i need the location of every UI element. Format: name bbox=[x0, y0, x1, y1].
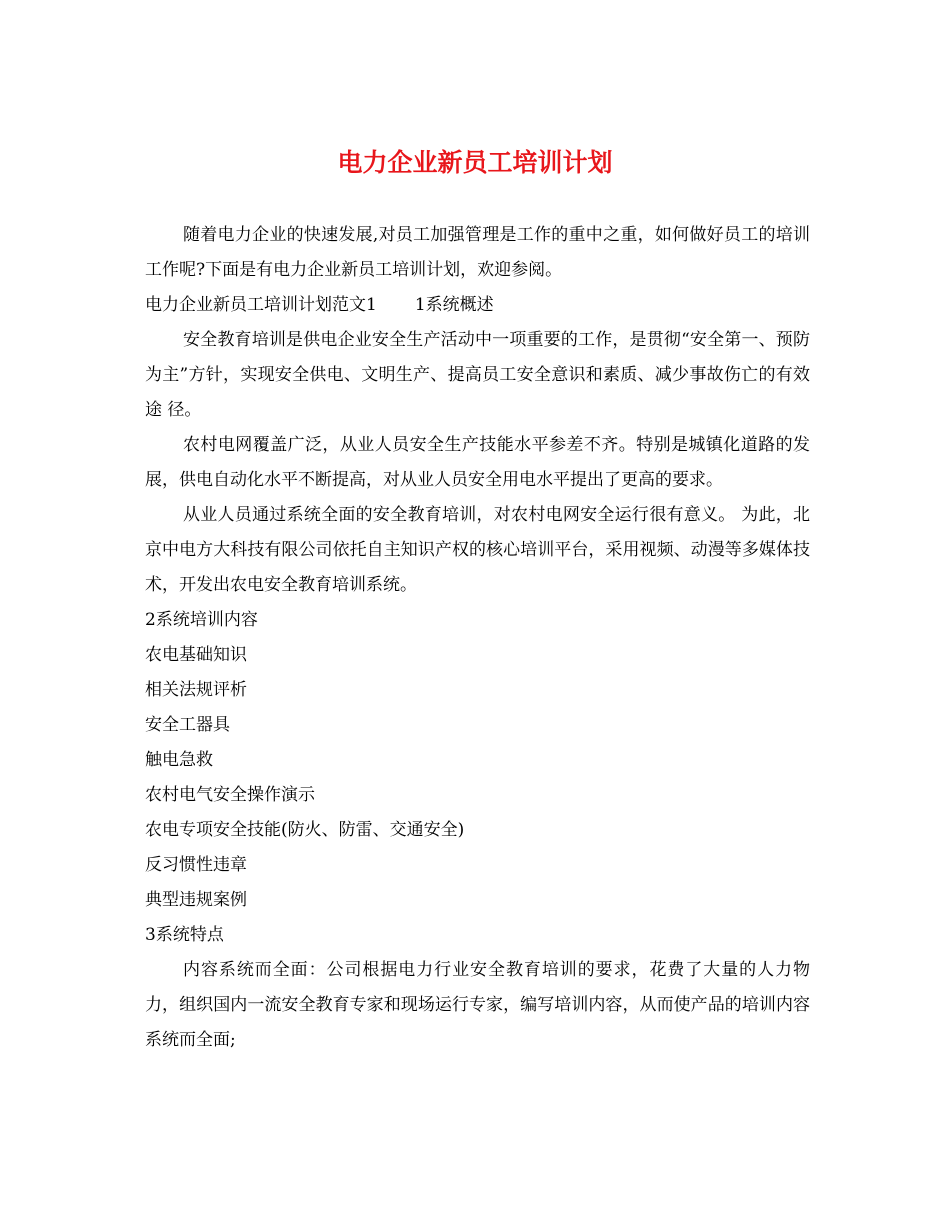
training-item: 触电急救 bbox=[145, 750, 213, 770]
document-body bbox=[145, 218, 810, 1058]
training-item: 典型违规案例 bbox=[145, 890, 247, 910]
training-item: 相关法规评析 bbox=[145, 680, 247, 700]
intro-paragraph: 随着电力企业的快速发展,对员工加强管理是工作的重中之重，如何做好员工的培训工作呢?下面是有电力企业新员工培训计划，欢迎参阅。 bbox=[145, 225, 810, 280]
training-item: 农电基础知识 bbox=[145, 645, 247, 665]
paragraph-3: 从业人员通过系统全面的安全教育培训，对农村电网安全运行很有意义。 为此，北京中电方大科技有限公司依托自主知识产权的核心培训平台，采用视频、动漫等多媒体技术，开发出农电安全教育培训系统。 bbox=[145, 505, 810, 595]
training-item: 反习惯性违章 bbox=[145, 855, 247, 875]
training-item: 农村电气安全操作演示 bbox=[145, 785, 315, 805]
paragraph-1: 安全教育培训是供电企业安全生产活动中一项重要的工作，是贯彻“安全第一、预防为主”方针，实现安全供电、文明生产、提高员工安全意识和素质、减少事故伤亡的有效途 径。 bbox=[145, 330, 810, 420]
training-item: 农电专项安全技能(防火、防雷、交通安全) bbox=[145, 820, 465, 840]
sample-heading: 电力企业新员工培训计划范文1 bbox=[145, 295, 377, 315]
section3-heading: 3系统特点 bbox=[145, 925, 224, 945]
training-item: 安全工器具 bbox=[145, 715, 230, 735]
section2-heading: 2系统培训内容 bbox=[145, 610, 258, 630]
section1-heading: 1系统概述 bbox=[414, 295, 494, 315]
paragraph-4: 内容系统而全面：公司根据电力行业安全教育培训的要求，花费了大量的人力物力，组织国内一流安全教育专家和现场运行专家，编写培训内容，从而使产品的培训内容系统而全面; bbox=[145, 960, 810, 1050]
document-title: 电力企业新员工培训计划 bbox=[337, 148, 613, 177]
paragraph-2: 农村电网覆盖广泛，从业人员安全生产技能水平参差不齐。特别是城镇化道路的发展，供电自动化水平不断提高，对从业人员安全用电水平提出了更高的要求。 bbox=[145, 435, 810, 490]
sample-heading-line bbox=[145, 288, 810, 323]
